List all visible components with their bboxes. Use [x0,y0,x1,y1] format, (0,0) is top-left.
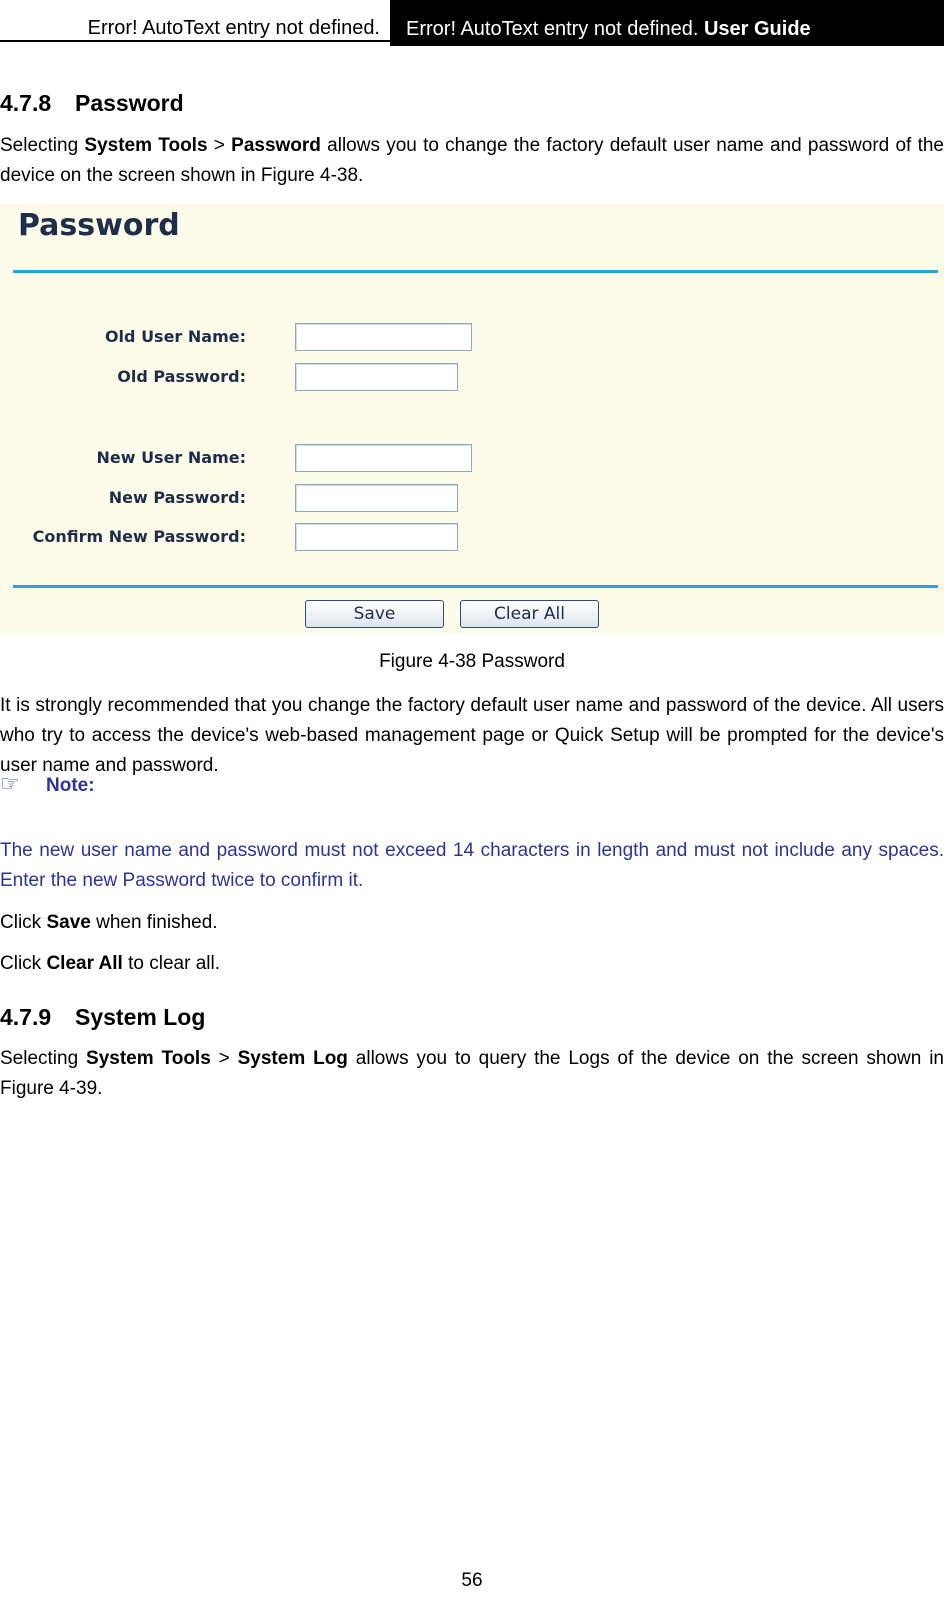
password-screenshot-figure [0,204,944,633]
click-clear-all-instruction [0,949,944,979]
confirm-new-password-label: Confirm New Password: [32,527,246,546]
note-heading [0,771,95,797]
system-log-intro-paragraph [0,1044,944,1104]
page-number: 56 [461,1570,483,1591]
figure-page-title: Password [18,208,180,243]
old-password-input[interactable] [295,363,458,391]
figure-top-rule [13,270,938,273]
old-password-label: Old Password: [117,367,246,386]
confirm-new-password-input[interactable] [295,523,458,551]
new-user-name-input[interactable] [295,444,472,472]
new-user-name-label: New User Name: [96,448,246,467]
save-button[interactable]: Save [305,600,444,628]
header-right-text: Error! AutoText entry not defined. [406,18,699,40]
clear-all-button[interactable]: Clear All [460,600,599,628]
section-heading-password [0,90,184,117]
section-title: System Log [75,1004,206,1030]
menu-path-system-tools: System Tools [84,135,208,156]
password-intro-paragraph [0,131,944,191]
text-run: Click [0,953,47,974]
section-heading-system-log [0,1004,205,1031]
section-title: Password [75,90,184,116]
old-user-name-input[interactable] [295,323,472,351]
old-user-name-label: Old User Name: [104,327,246,346]
header-user-guide: User Guide [703,18,811,40]
figure-caption: Figure 4-38 Password [379,651,565,672]
save-term: Save [46,912,91,933]
text-run: when finished. [90,912,218,933]
menu-path-system-tools: System Tools [86,1048,211,1069]
note-label: Note: [46,775,95,796]
figure-bottom-rule [13,585,938,588]
text-run: > [207,135,232,156]
text-run: allows you to change the factory default user name and password of the device on the screen shown in Figure 4-38. [0,135,944,186]
section-number: 4.7.8 [0,90,52,116]
pointing-hand-icon: ☞ [0,771,20,796]
recommendation-paragraph: It is strongly recommended that you change the factory default user name and password of the device. All users who try to access the device's web-based management page or Quick Setup will be prompted for the device's user name and password. [0,695,944,776]
text-run: > [210,1048,238,1069]
header-left-text: Error! AutoText entry not defined. [0,0,390,42]
section-number: 4.7.9 [0,1004,52,1030]
page-header [0,0,944,46]
click-save-instruction [0,908,944,938]
header-right-block [390,0,944,46]
text-run: Selecting [0,1048,87,1069]
text-run: Selecting [0,135,85,156]
menu-path-system-log: System Log [237,1048,348,1069]
new-password-input[interactable] [295,484,458,512]
menu-path-password: Password [231,135,321,156]
note-paragraph: The new user name and password must not exceed 14 characters in length and must not include any spaces. Enter the new Password twice to confirm it. [0,840,944,891]
text-run: to clear all. [122,953,220,974]
text-run: Click [0,912,47,933]
clear-all-term: Clear All [46,953,123,974]
new-password-label: New Password: [108,488,246,507]
text-run: allows you to query the Logs of the device on the screen shown in Figure 4-39. [0,1048,944,1099]
